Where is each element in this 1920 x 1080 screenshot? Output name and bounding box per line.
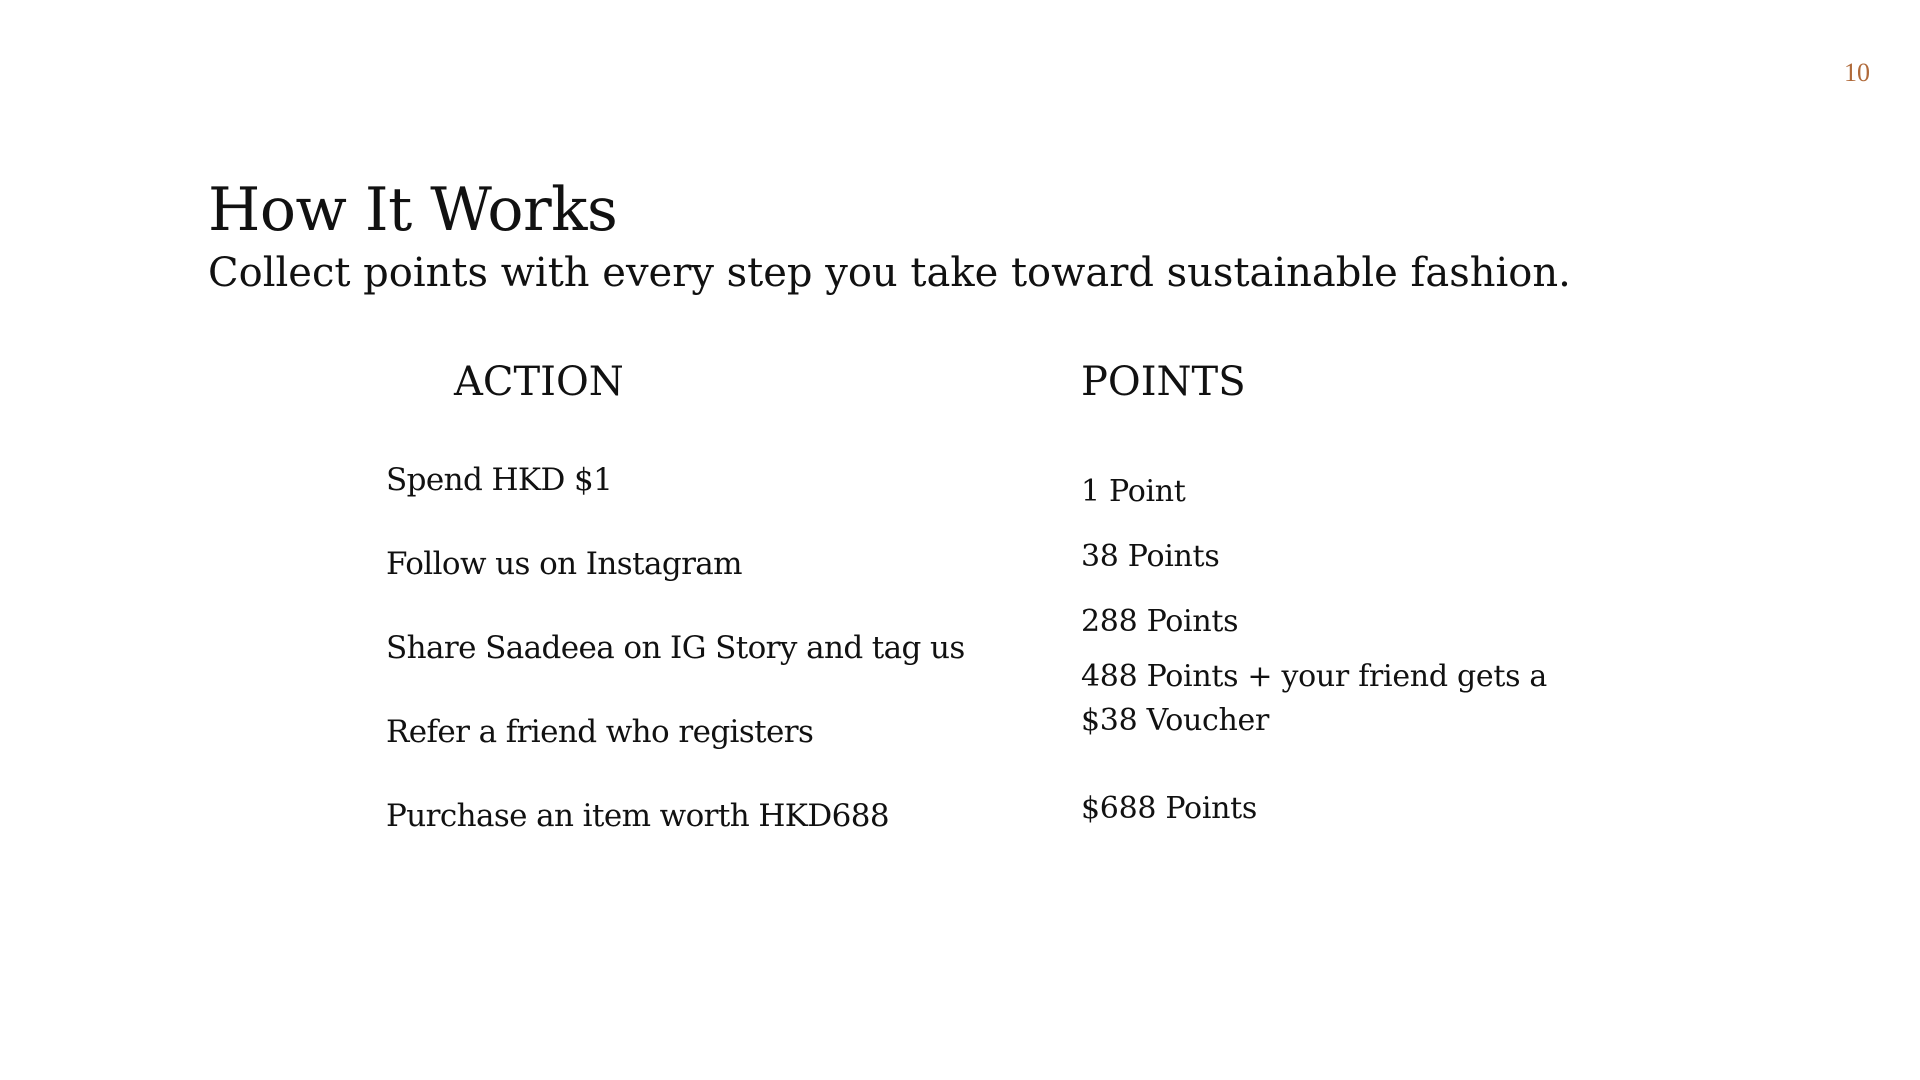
points-item: 288 Points xyxy=(1081,604,1239,639)
points-item: $688 Points xyxy=(1081,791,1257,826)
points-item: 38 Points xyxy=(1081,539,1220,574)
action-item: Follow us on Instagram xyxy=(386,546,742,582)
page-number: 10 xyxy=(1844,58,1870,87)
action-item: Purchase an item worth HKD688 xyxy=(386,798,889,834)
actions-list xyxy=(386,460,965,880)
action-column-header: ACTION xyxy=(454,359,624,405)
action-item: Share Saadeea on IG Story and tag us xyxy=(386,630,965,666)
points-item: 1 Point xyxy=(1081,474,1186,509)
page-subtitle: Collect points with every step you take toward sustainable fashion. xyxy=(208,250,1571,296)
action-item: Refer a friend who registers xyxy=(386,714,814,750)
action-item: Spend HKD $1 xyxy=(386,462,613,498)
points-column-header: POINTS xyxy=(1081,359,1246,405)
points-item: 488 Points + your friend gets a $38 Voucher xyxy=(1081,659,1547,738)
page-title: How It Works xyxy=(208,175,618,245)
heading-block xyxy=(208,175,1571,298)
